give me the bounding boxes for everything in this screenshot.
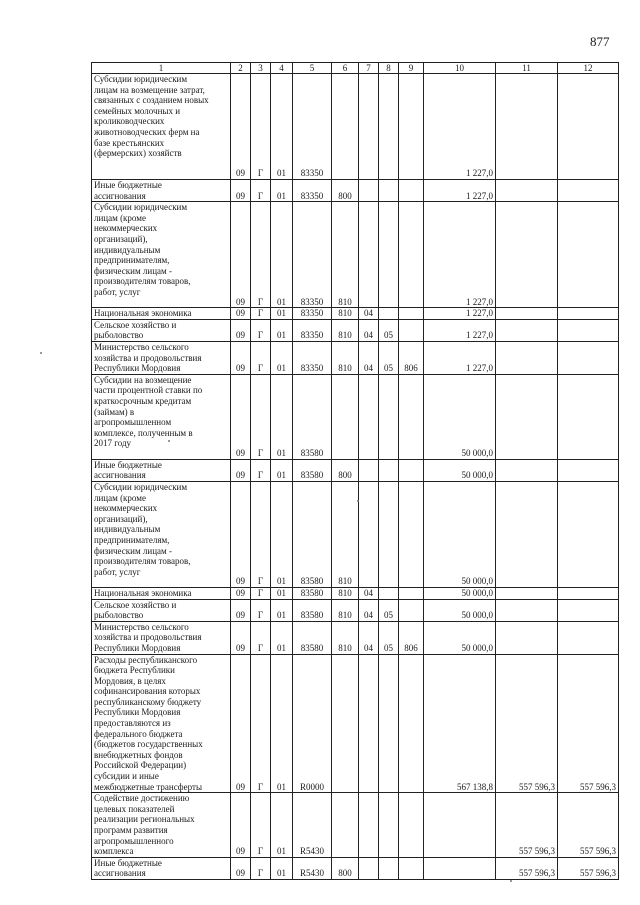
row-cell-col5: 83350 [293, 180, 332, 202]
row-cell-col4: 01 [271, 587, 293, 599]
row-name-cell: Субсидии юридическим лицам (кроме некоммерческих организаций), индивидуальным предпринимателям, физическим лицам - производителям товаров, работ, услуг [92, 481, 231, 587]
row-cell-col3: Г [251, 341, 271, 374]
header-cell-5: 5 [293, 63, 332, 74]
row-cell-col3: Г [251, 793, 271, 858]
row-cell-col11 [496, 341, 558, 374]
row-cell-col2: 09 [231, 793, 251, 858]
row-cell-col4: 01 [271, 180, 293, 202]
row-cell-col7 [359, 74, 379, 180]
row-cell-col5: 83580 [293, 374, 332, 459]
row-cell-col8 [379, 180, 399, 202]
row-cell-col11 [496, 319, 558, 341]
row-cell-col8: 05 [379, 341, 399, 374]
row-cell-col7 [359, 202, 379, 308]
table-row [92, 621, 619, 654]
row-cell-col7: 04 [359, 319, 379, 341]
row-cell-col2: 09 [231, 599, 251, 621]
header-cell-11: 11 [496, 63, 558, 74]
row-cell-col10: 1 227,0 [424, 308, 496, 320]
row-cell-col2: 09 [231, 459, 251, 481]
row-cell-col6: 810 [332, 202, 359, 308]
row-cell-col8 [379, 793, 399, 858]
row-cell-col6: 810 [332, 319, 359, 341]
row-cell-col11 [496, 202, 558, 308]
row-cell-col5: 83350 [293, 308, 332, 320]
row-cell-col4: 01 [271, 599, 293, 621]
row-cell-col8 [379, 857, 399, 879]
row-cell-col6: 810 [332, 621, 359, 654]
header-cell-8: 8 [379, 63, 399, 74]
header-cell-12: 12 [558, 63, 619, 74]
row-cell-col2: 09 [231, 308, 251, 320]
table-row [92, 654, 619, 793]
row-cell-col3: Г [251, 587, 271, 599]
row-cell-col6: 800 [332, 180, 359, 202]
row-cell-col7 [359, 374, 379, 459]
row-cell-col5: 83580 [293, 587, 332, 599]
row-cell-col12 [558, 341, 619, 374]
row-cell-col7 [359, 481, 379, 587]
row-cell-col11 [496, 308, 558, 320]
row-name-cell: Иные бюджетные ассигнования [92, 857, 231, 879]
table-row [92, 180, 619, 202]
row-cell-col3: Г [251, 308, 271, 320]
row-cell-col9: 806 [399, 621, 424, 654]
row-cell-col3: Г [251, 319, 271, 341]
row-cell-col3: Г [251, 857, 271, 879]
row-cell-col5: 83350 [293, 341, 332, 374]
row-cell-col4: 01 [271, 793, 293, 858]
row-cell-col11 [496, 374, 558, 459]
row-cell-col11: 557 596,3 [496, 793, 558, 858]
row-cell-col12 [558, 374, 619, 459]
header-cell-7: 7 [359, 63, 379, 74]
row-cell-col9 [399, 308, 424, 320]
header-cell-9: 9 [399, 63, 424, 74]
row-cell-col4: 01 [271, 202, 293, 308]
row-cell-col7: 04 [359, 599, 379, 621]
row-cell-col12 [558, 587, 619, 599]
row-name-cell: Иные бюджетные ассигнования [92, 459, 231, 481]
row-cell-col12 [558, 74, 619, 180]
row-cell-col12 [558, 481, 619, 587]
row-cell-col9 [399, 654, 424, 793]
row-name-cell: Национальная экономика [92, 587, 231, 599]
row-cell-col12: 557 596,3 [558, 793, 619, 858]
row-cell-col12 [558, 459, 619, 481]
table-row [92, 341, 619, 374]
row-cell-col12 [558, 308, 619, 320]
row-cell-col10: 50 000,0 [424, 459, 496, 481]
row-cell-col6: 800 [332, 459, 359, 481]
row-cell-col10: 50 000,0 [424, 599, 496, 621]
row-cell-col5: 83580 [293, 459, 332, 481]
row-cell-col12: 557 596,3 [558, 857, 619, 879]
row-cell-col9 [399, 202, 424, 308]
row-cell-col8: 05 [379, 319, 399, 341]
row-cell-col5: 83580 [293, 621, 332, 654]
row-cell-col2: 09 [231, 654, 251, 793]
row-cell-col2: 09 [231, 319, 251, 341]
row-cell-col7 [359, 459, 379, 481]
header-cell-2: 2 [231, 63, 251, 74]
row-name-cell: Содействие достижению целевых показателей реализации региональных программ развития агропромышленного комплекса [92, 793, 231, 858]
row-cell-col12: 557 596,3 [558, 654, 619, 793]
header-cell-10: 10 [424, 63, 496, 74]
row-cell-col9 [399, 180, 424, 202]
row-cell-col8 [379, 374, 399, 459]
row-cell-col12 [558, 621, 619, 654]
row-cell-col4: 01 [271, 481, 293, 587]
header-cell-6: 6 [332, 63, 359, 74]
page-number: 877 [590, 34, 610, 49]
table-row [92, 319, 619, 341]
row-cell-col6 [332, 374, 359, 459]
row-cell-col4: 01 [271, 621, 293, 654]
row-cell-col8 [379, 654, 399, 793]
row-cell-col4: 01 [271, 374, 293, 459]
row-cell-col11 [496, 481, 558, 587]
row-cell-col9: 806 [399, 341, 424, 374]
row-cell-col7 [359, 793, 379, 858]
header-cell-1: 1 [92, 63, 231, 74]
table-row [92, 459, 619, 481]
row-name-cell: Министерство сельского хозяйства и продовольствия Республики Мордовия [92, 621, 231, 654]
row-cell-col5: 83350 [293, 202, 332, 308]
row-cell-col7 [359, 180, 379, 202]
row-cell-col5: 83350 [293, 74, 332, 180]
row-cell-col10: 1 227,0 [424, 319, 496, 341]
row-cell-col8 [379, 587, 399, 599]
row-cell-col6 [332, 654, 359, 793]
header-cell-3: 3 [251, 63, 271, 74]
row-cell-col8: 05 [379, 599, 399, 621]
row-cell-col5: R5430 [293, 793, 332, 858]
row-cell-col5: 83580 [293, 481, 332, 587]
row-cell-col9 [399, 599, 424, 621]
row-name-cell: Сельское хозяйство и рыболовство [92, 319, 231, 341]
row-name-cell: Иные бюджетные ассигнования [92, 180, 231, 202]
row-cell-col9 [399, 587, 424, 599]
row-cell-col8 [379, 481, 399, 587]
row-cell-col12 [558, 202, 619, 308]
row-cell-col2: 09 [231, 341, 251, 374]
row-name-cell: Субсидии юридическим лицам (кроме некоммерческих организаций), индивидуальным предпринимателям, физическим лицам - производителям товаров, работ, услуг [92, 202, 231, 308]
row-cell-col8: 05 [379, 621, 399, 654]
row-cell-col3: Г [251, 621, 271, 654]
row-cell-col9 [399, 793, 424, 858]
row-cell-col6 [332, 793, 359, 858]
row-cell-col2: 09 [231, 374, 251, 459]
row-name-cell: Субсидии юридическим лицам на возмещение затрат, связанных с созданием новых семейных молочных и кролиководческих животноводческих ферм на базе крестьянских (фермерских) хозяйств [92, 74, 231, 180]
row-cell-col11: 557 596,3 [496, 654, 558, 793]
table-row [92, 481, 619, 587]
row-cell-col3: Г [251, 180, 271, 202]
table-body [92, 74, 619, 880]
row-cell-col10: 50 000,0 [424, 481, 496, 587]
row-cell-col11 [496, 180, 558, 202]
scan-speck [357, 500, 359, 502]
header-row [92, 63, 619, 74]
budget-table [91, 62, 619, 880]
scan-speck [40, 352, 42, 354]
row-cell-col5: R0000 [293, 654, 332, 793]
row-cell-col7: 04 [359, 308, 379, 320]
row-cell-col6 [332, 74, 359, 180]
row-cell-col4: 01 [271, 341, 293, 374]
row-cell-col4: 01 [271, 654, 293, 793]
table-row [92, 599, 619, 621]
row-cell-col6: 810 [332, 599, 359, 621]
row-cell-col4: 01 [271, 308, 293, 320]
row-cell-col3: Г [251, 374, 271, 459]
row-cell-col6: 810 [332, 341, 359, 374]
row-cell-col5: 83580 [293, 599, 332, 621]
row-cell-col3: Г [251, 481, 271, 587]
row-cell-col2: 09 [231, 587, 251, 599]
row-name-cell: Национальная экономика [92, 308, 231, 320]
row-cell-col4: 01 [271, 459, 293, 481]
table-row [92, 308, 619, 320]
row-cell-col9 [399, 857, 424, 879]
row-cell-col11 [496, 587, 558, 599]
scan-speck [510, 880, 512, 882]
row-cell-col5: R5430 [293, 857, 332, 879]
row-cell-col11 [496, 621, 558, 654]
row-cell-col8 [379, 459, 399, 481]
row-name-cell: Сельское хозяйство и рыболовство [92, 599, 231, 621]
row-cell-col10: 1 227,0 [424, 202, 496, 308]
row-cell-col6: 800 [332, 857, 359, 879]
row-cell-col10: 50 000,0 [424, 374, 496, 459]
table-row [92, 202, 619, 308]
row-cell-col3: Г [251, 202, 271, 308]
table-row [92, 74, 619, 180]
table-row [92, 374, 619, 459]
row-cell-col11: 557 596,3 [496, 857, 558, 879]
row-cell-col9 [399, 74, 424, 180]
row-name-cell: Министерство сельского хозяйства и продовольствия Республики Мордовия [92, 341, 231, 374]
row-cell-col2: 09 [231, 180, 251, 202]
row-cell-col2: 09 [231, 621, 251, 654]
row-cell-col10: 567 138,8 [424, 654, 496, 793]
row-cell-col7: 04 [359, 341, 379, 374]
row-cell-col6: 810 [332, 308, 359, 320]
row-cell-col4: 01 [271, 857, 293, 879]
row-cell-col2: 09 [231, 481, 251, 587]
row-cell-col10: 50 000,0 [424, 621, 496, 654]
row-cell-col8 [379, 202, 399, 308]
row-name-cell: Субсидии на возмещение части процентной ставки по краткосрочным кредитам (займам) в агропромышленном комплексе, полученным в 2017 году [92, 374, 231, 459]
row-cell-col9 [399, 319, 424, 341]
row-cell-col10: 50 000,0 [424, 587, 496, 599]
row-cell-col12 [558, 599, 619, 621]
scan-speck [168, 440, 170, 442]
row-cell-col3: Г [251, 74, 271, 180]
row-cell-col9 [399, 459, 424, 481]
row-cell-col7: 04 [359, 587, 379, 599]
row-cell-col12 [558, 180, 619, 202]
row-cell-col12 [558, 319, 619, 341]
row-cell-col7 [359, 857, 379, 879]
table-row [92, 793, 619, 858]
row-cell-col11 [496, 459, 558, 481]
row-cell-col3: Г [251, 599, 271, 621]
row-cell-col8 [379, 308, 399, 320]
row-cell-col8 [379, 74, 399, 180]
row-cell-col4: 01 [271, 74, 293, 180]
row-cell-col7: 04 [359, 621, 379, 654]
row-cell-col3: Г [251, 459, 271, 481]
row-cell-col9 [399, 481, 424, 587]
row-cell-col10: 1 227,0 [424, 180, 496, 202]
row-cell-col4: 01 [271, 319, 293, 341]
row-cell-col3: Г [251, 654, 271, 793]
row-cell-col10: 1 227,0 [424, 74, 496, 180]
row-cell-col10 [424, 793, 496, 858]
row-cell-col2: 09 [231, 202, 251, 308]
row-cell-col6: 810 [332, 587, 359, 599]
row-cell-col9 [399, 374, 424, 459]
table-row [92, 587, 619, 599]
row-cell-col10: 1 227,0 [424, 341, 496, 374]
row-cell-col5: 83350 [293, 319, 332, 341]
row-cell-col11 [496, 74, 558, 180]
table-row [92, 857, 619, 879]
row-cell-col10 [424, 857, 496, 879]
row-cell-col6: 810 [332, 481, 359, 587]
row-cell-col7 [359, 654, 379, 793]
row-cell-col2: 09 [231, 857, 251, 879]
row-cell-col11 [496, 599, 558, 621]
header-cell-4: 4 [271, 63, 293, 74]
row-cell-col2: 09 [231, 74, 251, 180]
row-name-cell: Расходы республиканского бюджета Республики Мордовия, в целях софинансирования которых республиканскому бюджету Республики Мордовия предоставляются из федерального бюджета (бюджетов государственных внебюджетных фондов Российской Федерации) субсидии и иные межбюджетные трансферты [92, 654, 231, 793]
